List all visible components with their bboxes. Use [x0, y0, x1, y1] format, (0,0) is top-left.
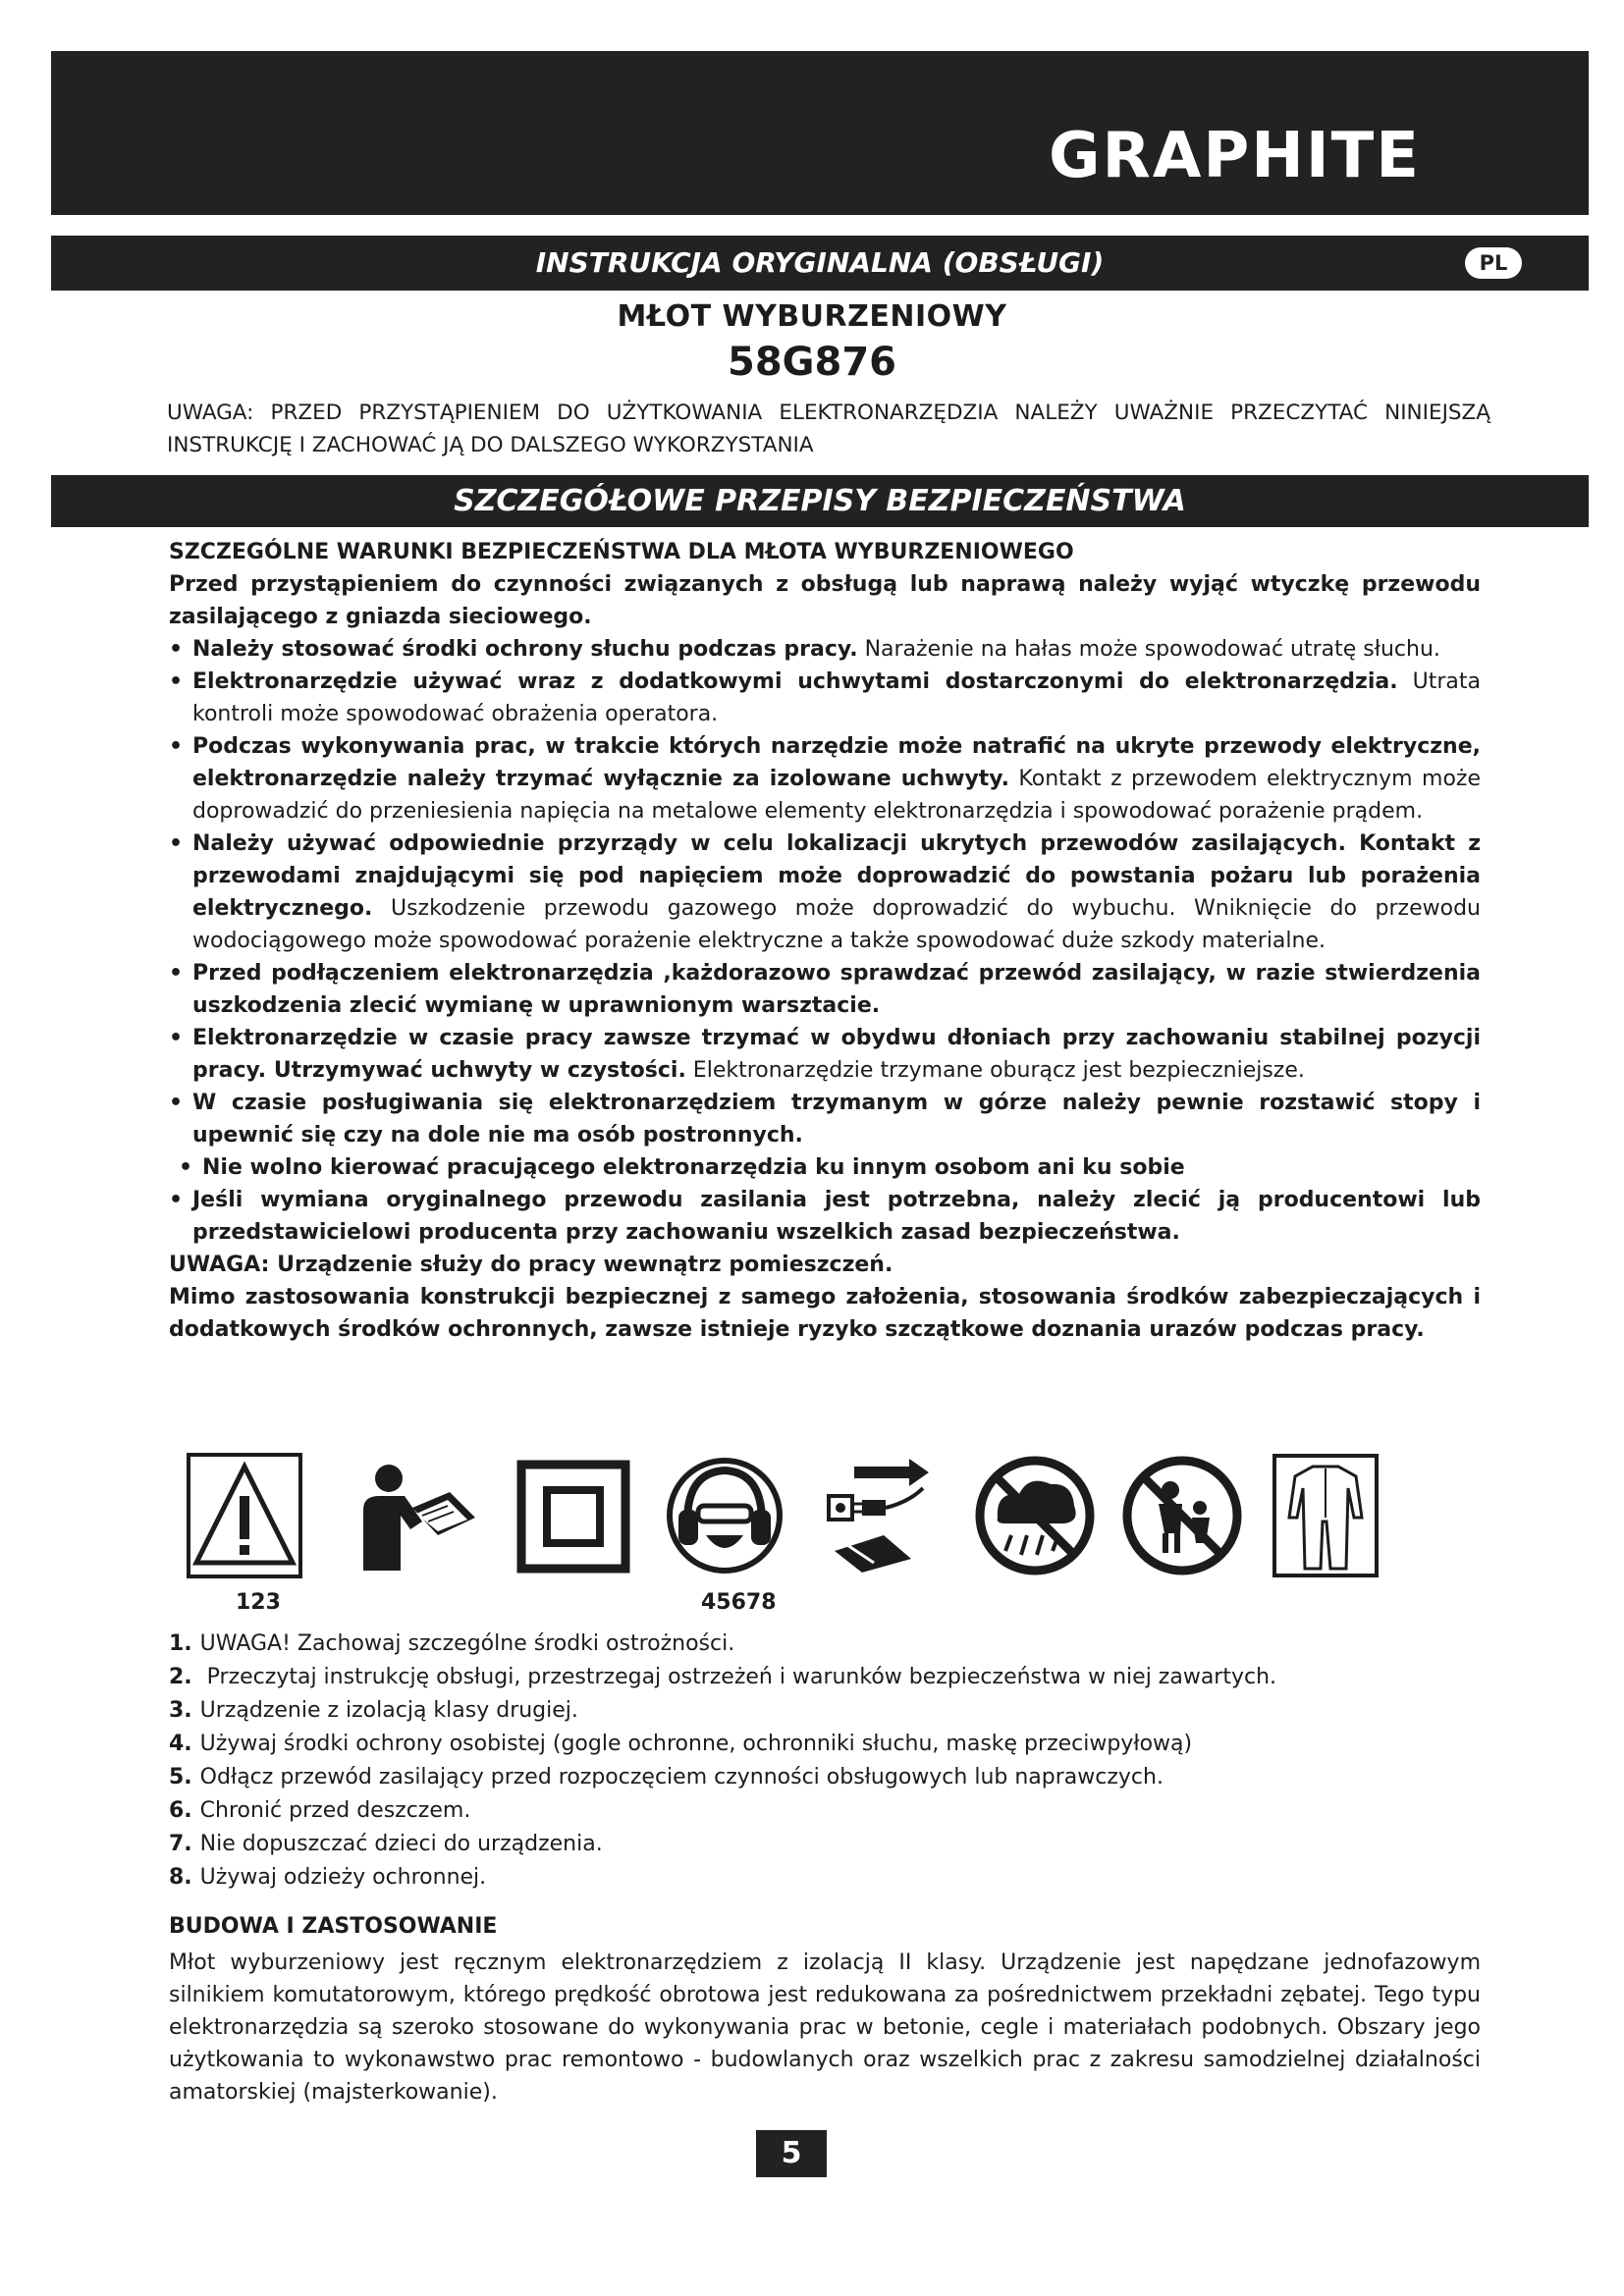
- list-item: 4. Używaj środki ochrony osobistej (gogle ochronne, ochronniki słuchu, maskę przeciwpyłową): [169, 1732, 1193, 1756]
- warning-triangle-icon: [187, 1453, 302, 1578]
- page-number: 5: [756, 2130, 827, 2177]
- unplug-before-service-icon: [815, 1453, 952, 1578]
- construction-text: Młot wyburzeniowy jest ręcznym elektronarzędziem z izolacją II klasy. Urządzenie jest napędzane jednofazowym silnikiem komutatorowym, którego prędkość obrotowa jest redukowana za pośrednictwem przekładni zębatej. Tego typu elektronarzędzia są szeroko stosowane do wykonywania prac w betonie, cegle i materiałach podobnych. Obszary jego użytkowania to wykonawstwo prac remontowo - budowlanych oraz wszelkich prac z zakresu samodzielnej działalności amatorskiej (majsterkowanie).: [169, 1950, 1481, 2105]
- construction-heading: BUDOWA I ZASTOSOWANIE: [169, 1914, 498, 1939]
- product-name: MŁOT WYBURZENIOWY: [617, 299, 1007, 334]
- symbols-row: [177, 1453, 1414, 1590]
- manual-title: INSTRUKCJA ORYGINALNA (OBSŁUGI): [535, 246, 1105, 279]
- product-code: 58G876: [728, 340, 896, 385]
- indoor-note: UWAGA: Urządzenie służy do pracy wewnątrz pomieszczeń.: [169, 1253, 893, 1277]
- list-item: • Nie wolno kierować pracującego elektronarzędzia ku innym osobom ani ku sobie: [179, 1151, 1481, 1184]
- safety-section-title: SZCZEGÓŁOWE PRZEPISY BEZPIECZEŃSTWA: [51, 475, 1589, 527]
- list-item: • Jeśli wymiana oryginalnego przewodu zasilania jest potrzebna, należy zlecić ją producentowi lub przedstawicielowi producenta przy zachowaniu wszelkich zasad bezpieczeństwa.: [169, 1184, 1481, 1249]
- list-item: • Elektronarzędzie używać wraz z dodatkowymi uchwytami dostarczonymi do elektronarzędzia. Utrata kontroli może spowodować obrażenia operatora.: [169, 666, 1481, 730]
- no-children-icon: [1119, 1453, 1245, 1578]
- ppe-headgear-icon: [663, 1453, 786, 1578]
- no-rain-icon: [972, 1453, 1098, 1578]
- symbols-legend: [169, 1628, 1481, 1895]
- safety-body: [169, 536, 1481, 1346]
- class-ii-insulation-icon: [515, 1453, 631, 1578]
- list-item: • Przed podłączeniem elektronarzędzia ,każdorazowo sprawdzać przewód zasilający, w razie stwierdzenia uszkodzenia zlecić wymianę w uprawnionym warsztacie.: [169, 957, 1481, 1022]
- list-item: 2. Przeczytaj instrukcję obsługi, przestrzegaj ostrzeżeń i warunków bezpieczeństwa w niej zawartych.: [169, 1665, 1277, 1689]
- title-bar: [51, 236, 1589, 291]
- graphite-logo: [1049, 120, 1422, 188]
- list-item: 6. Chronić przed deszczem.: [169, 1798, 471, 1823]
- list-item: • Należy używać odpowiednie przyrządy w celu lokalizacji ukrytych przewodów zasilających. Kontakt z przewodami znajdującymi się pod napięciem może doprowadzić do powstania pożaru lub porażenia elektrycznego. Uszkodzenie przewodu gazowego może doprowadzić do wybuchu. Wniknięcie do przewodu wodociągowego może spowodować porażenie elektryczne a także spowodować duże szkody materialne.: [169, 828, 1481, 957]
- safety-lead: Przed przystąpieniem do czynności związanych z obsługą lub naprawą należy wyjąć wtyczkę przewodu zasilającego z gniazda sieciowego.: [169, 572, 1481, 629]
- list-item: 3. Urządzenie z izolacją klasy drugiej.: [169, 1698, 578, 1723]
- list-item: • Podczas wykonywania prac, w trakcie których narzędzie może natrafić na ukryte przewody elektryczne, elektronarzędzie należy trzymać wyłącznie za izolowane uchwyty. Kontakt z przewodem elektrycznym może doprowadzić do przeniesienia napięcia na metalowe elementy elektronarzędzia i spowodować porażenie prądem.: [169, 730, 1481, 828]
- symbol-number: 45678: [701, 1590, 777, 1615]
- list-item: 8. Używaj odzieży ochronnej.: [169, 1865, 487, 1890]
- protective-clothing-icon: [1272, 1453, 1380, 1578]
- read-manual-icon: [353, 1453, 477, 1578]
- list-item: 7. Nie dopuszczać dzieci do urządzenia.: [169, 1832, 603, 1856]
- list-item: 5. Odłącz przewód zasilający przed rozpoczęciem czynności obsługowych lub naprawczych.: [169, 1765, 1164, 1789]
- logo-text: GRAPHITE: [1049, 120, 1421, 188]
- list-item: 1. UWAGA! Zachowaj szczególne środki ostrożności.: [169, 1631, 735, 1656]
- residual-risk: Mimo zastosowania konstrukcji bezpiecznej z samego założenia, stosowania środków zabezpieczających i dodatkowych środków ochronnych, zawsze istnieje ryzyko szczątkowe doznania urazów podczas pracy.: [169, 1285, 1481, 1342]
- symbol-number: 123: [236, 1590, 281, 1615]
- list-item: • Należy stosować środki ochrony słuchu podczas pracy. Narażenie na hałas może spowodować utratę słuchu.: [169, 633, 1481, 666]
- list-item: • W czasie posługiwania się elektronarzędziem trzymanym w górze należy pewnie rozstawić stopy i upewnić się czy na dole nie ma osób postronnych.: [169, 1087, 1481, 1151]
- safety-subtitle: SZCZEGÓLNE WARUNKI BEZPIECZEŃSTWA DLA MŁOTA WYBURZENIOWEGO: [169, 540, 1074, 564]
- intro-warning: UWAGA: PRZED PRZYSTĄPIENIEM DO UŻYTKOWANIA ELEKTRONARZĘDZIA NALEŻY UWAŻNIE PRZECZYTAĆ NINIEJSZĄ INSTRUKCJĘ I ZACHOWAĆ JĄ DO DALSZEGO WYKORZYSTANIA: [167, 400, 1490, 457]
- list-item: • Elektronarzędzie w czasie pracy zawsze trzymać w obydwu dłoniach przy zachowaniu stabilnej pozycji pracy. Utrzymywać uchwyty w czystości. Elektronarzędzie trzymane oburącz jest bezpieczniejsze.: [169, 1022, 1481, 1087]
- safety-rules-list: [169, 633, 1481, 1249]
- language-badge: PL: [1465, 247, 1522, 279]
